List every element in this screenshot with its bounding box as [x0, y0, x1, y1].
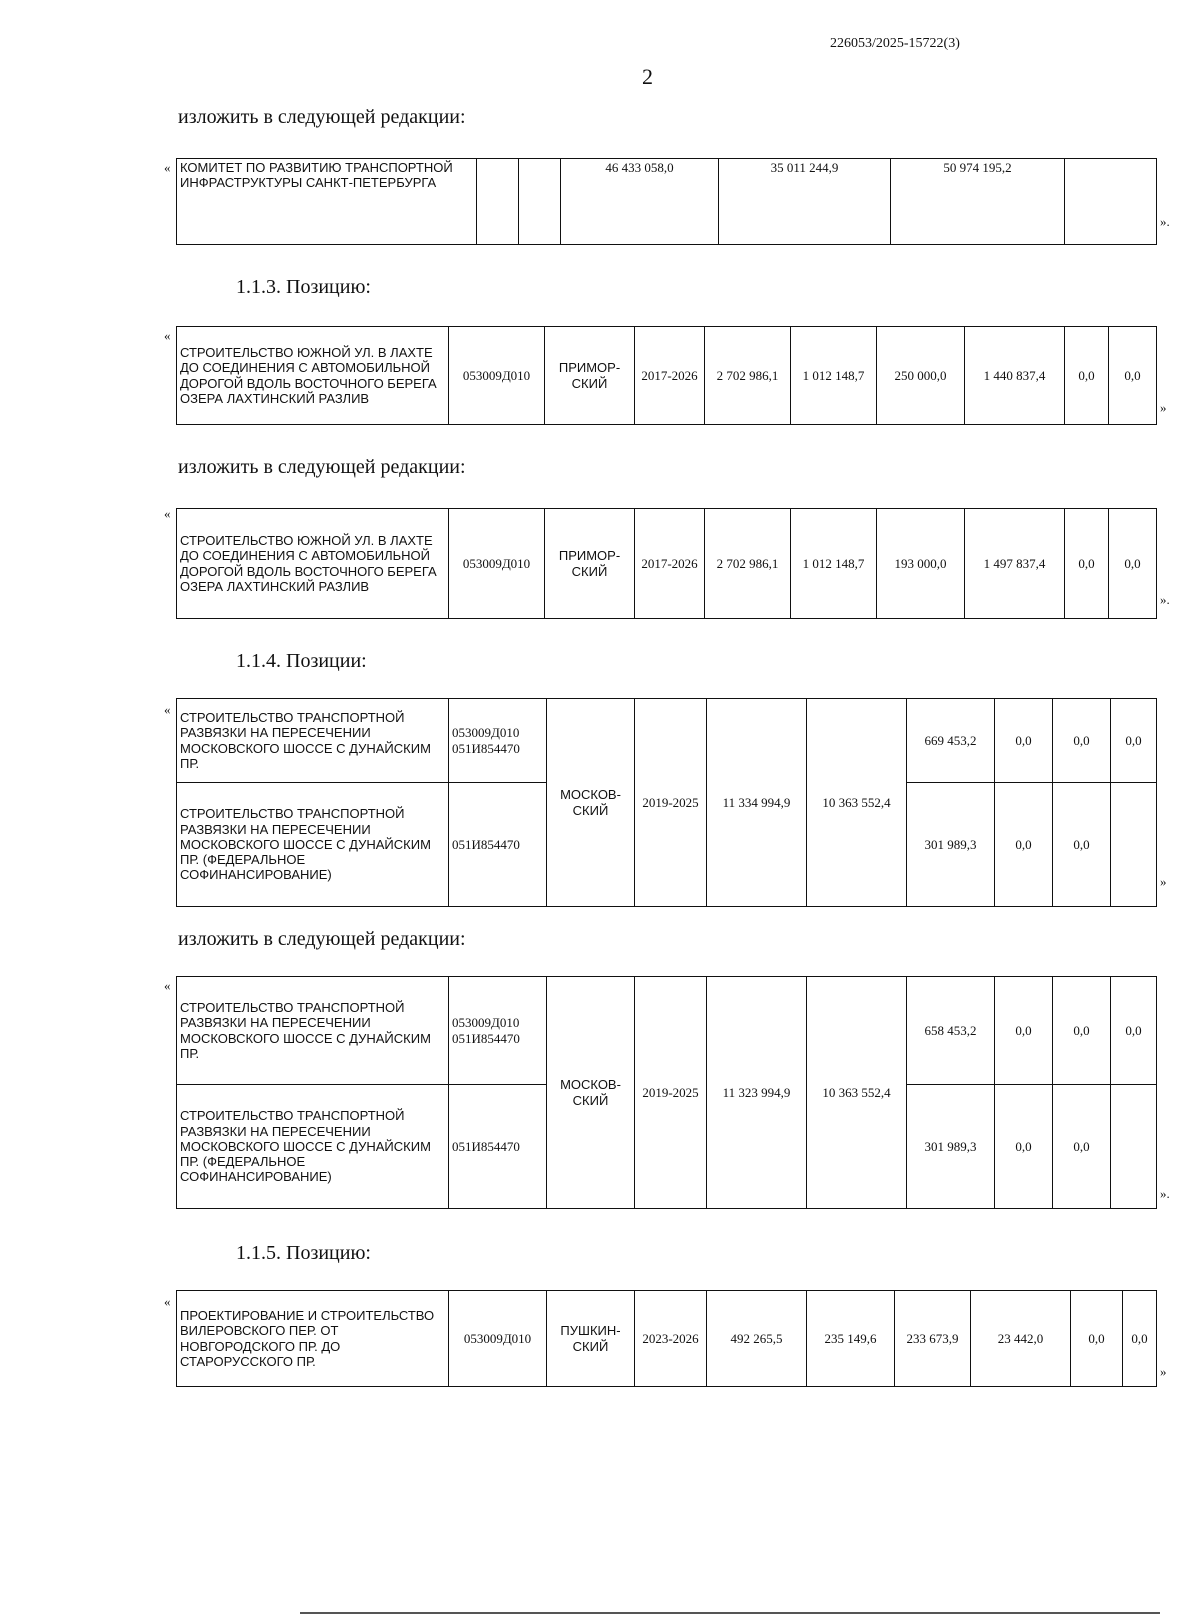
value-4: 23 442,0: [971, 1291, 1071, 1387]
close-quote: ».: [1160, 214, 1170, 229]
dunaisky-old-table: [176, 698, 1157, 907]
row2-value-2: 0,0: [995, 783, 1053, 907]
empty-cell: [1111, 1085, 1157, 1209]
committee-value-3: 50 974 195,2: [891, 159, 1065, 245]
row2-value-3: 0,0: [1053, 783, 1111, 907]
committee-value-1: 46 433 058,0: [561, 159, 719, 245]
years: 2017-2026: [635, 327, 705, 425]
new-edition-phrase: изложить в следующей редакции:: [178, 106, 466, 128]
value-6: 0,0: [1109, 327, 1157, 425]
committee-name: КОМИТЕТ ПО РАЗВИТИЮ ТРАНСПОРТНОЙ ИНФРАСТРУКТУРЫ САНКТ-ПЕТЕРБУРГА: [177, 159, 477, 245]
row1-value-4: 0,0: [1111, 699, 1157, 783]
object-code: 051И854470: [449, 1085, 547, 1209]
yuzhnaya-new-table: [176, 508, 1157, 619]
object-codes: 053009Д010 051И854470: [449, 699, 547, 783]
object-name: СТРОИТЕЛЬСТВО ЮЖНОЙ УЛ. В ЛАХТЕ ДО СОЕДИНЕНИЯ С АВТОМОБИЛЬНОЙ ДОРОГОЙ ВДОЛЬ ВОСТОЧНОГО БЕРЕГА ОЗЕРА ЛАХТИНСКИЙ РАЗЛИВ: [177, 509, 449, 619]
empty-cell: [477, 159, 519, 245]
open-quote: «: [164, 160, 171, 175]
empty-cell: [1111, 783, 1157, 907]
total-value: 11 334 994,9: [707, 699, 807, 907]
object-code: 053009Д010: [449, 327, 545, 425]
value-1: 2 702 986,1: [705, 327, 791, 425]
years: 2017-2026: [635, 509, 705, 619]
value-4: 1 440 837,4: [965, 327, 1065, 425]
value-3: 250 000,0: [877, 327, 965, 425]
object-name: ПРОЕКТИРОВАНИЕ И СТРОИТЕЛЬСТВО ВИЛЕРОВСКОГО ПЕР. ОТ НОВГОРОДСКОГО ПР. ДО СТАРОРУССКОГО ПР.: [177, 1291, 449, 1387]
section-1-1-5: 1.1.5. Позицию:: [236, 1242, 371, 1264]
district: ПУШКИН-СКИЙ: [547, 1291, 635, 1387]
row1-value-3: 0,0: [1053, 977, 1111, 1085]
close-quote: ».: [1160, 1186, 1170, 1201]
years: 2019-2025: [635, 977, 707, 1209]
new-edition-phrase: изложить в следующей редакции:: [178, 456, 466, 478]
committee-value-2: 35 011 244,9: [719, 159, 891, 245]
object-codes: 053009Д010 051И854470: [449, 977, 547, 1085]
district: МОСКОВ-СКИЙ: [547, 977, 635, 1209]
district: МОСКОВ-СКИЙ: [547, 699, 635, 907]
close-quote: ».: [1160, 592, 1170, 607]
value-3: 233 673,9: [895, 1291, 971, 1387]
yuzhnaya-old-table: [176, 326, 1157, 425]
value-1: 2 702 986,1: [705, 509, 791, 619]
close-quote: »: [1160, 874, 1167, 889]
vilerovsky-old-table: [176, 1290, 1157, 1387]
object-name: СТРОИТЕЛЬСТВО ТРАНСПОРТНОЙ РАЗВЯЗКИ НА ПЕРЕСЕЧЕНИИ МОСКОВСКОГО ШОССЕ С ДУНАЙСКИМ ПР. (ФЕДЕРАЛЬНОЕ СОФИНАНСИРОВАНИЕ): [177, 1085, 449, 1209]
value-6: 0,0: [1123, 1291, 1157, 1387]
prev-value: 10 363 552,4: [807, 977, 907, 1209]
value-1: 492 265,5: [707, 1291, 807, 1387]
object-name: СТРОИТЕЛЬСТВО ТРАНСПОРТНОЙ РАЗВЯЗКИ НА ПЕРЕСЕЧЕНИИ МОСКОВСКОГО ШОССЕ С ДУНАЙСКИМ ПР.: [177, 977, 449, 1085]
row2-value-1: 301 989,3: [907, 1085, 995, 1209]
object-code: 053009Д010: [449, 1291, 547, 1387]
close-quote: »: [1160, 400, 1167, 415]
row2-value-1: 301 989,3: [907, 783, 995, 907]
object-name: СТРОИТЕЛЬСТВО ТРАНСПОРТНОЙ РАЗВЯЗКИ НА ПЕРЕСЕЧЕНИИ МОСКОВСКОГО ШОССЕ С ДУНАЙСКИМ ПР. (ФЕДЕРАЛЬНОЕ СОФИНАНСИРОВАНИЕ): [177, 783, 449, 907]
years: 2019-2025: [635, 699, 707, 907]
object-name: СТРОИТЕЛЬСТВО ТРАНСПОРТНОЙ РАЗВЯЗКИ НА ПЕРЕСЕЧЕНИИ МОСКОВСКОГО ШОССЕ С ДУНАЙСКИМ ПР.: [177, 699, 449, 783]
section-1-1-4: 1.1.4. Позиции:: [236, 650, 367, 672]
row1-value-1: 669 453,2: [907, 699, 995, 783]
empty-cell: [1065, 159, 1157, 245]
value-2: 1 012 148,7: [791, 327, 877, 425]
value-4: 1 497 837,4: [965, 509, 1065, 619]
section-1-1-3: 1.1.3. Позицию:: [236, 276, 371, 298]
district: ПРИМОР-СКИЙ: [545, 509, 635, 619]
value-2: 235 149,6: [807, 1291, 895, 1387]
row1-value-2: 0,0: [995, 699, 1053, 783]
document-id: 226053/2025-15722(3): [830, 36, 960, 51]
object-code: 051И854470: [449, 783, 547, 907]
row1-value-2: 0,0: [995, 977, 1053, 1085]
row2-value-2: 0,0: [995, 1085, 1053, 1209]
open-quote: «: [164, 702, 171, 717]
value-5: 0,0: [1065, 509, 1109, 619]
value-5: 0,0: [1071, 1291, 1123, 1387]
row1-value-4: 0,0: [1111, 977, 1157, 1085]
open-quote: «: [164, 1294, 171, 1309]
new-edition-phrase: изложить в следующей редакции:: [178, 928, 466, 950]
value-6: 0,0: [1109, 509, 1157, 619]
object-name: СТРОИТЕЛЬСТВО ЮЖНОЙ УЛ. В ЛАХТЕ ДО СОЕДИНЕНИЯ С АВТОМОБИЛЬНОЙ ДОРОГОЙ ВДОЛЬ ВОСТОЧНОГО БЕРЕГА ОЗЕРА ЛАХТИНСКИЙ РАЗЛИВ: [177, 327, 449, 425]
district: ПРИМОР-СКИЙ: [545, 327, 635, 425]
row1-value-3: 0,0: [1053, 699, 1111, 783]
page-bottom-line: [300, 1612, 1160, 1614]
committee-table: [176, 158, 1157, 245]
empty-cell: [519, 159, 561, 245]
close-quote: »: [1160, 1364, 1167, 1379]
prev-value: 10 363 552,4: [807, 699, 907, 907]
object-code: 053009Д010: [449, 509, 545, 619]
row1-value-1: 658 453,2: [907, 977, 995, 1085]
years: 2023-2026: [635, 1291, 707, 1387]
open-quote: «: [164, 978, 171, 993]
open-quote: «: [164, 328, 171, 343]
value-2: 1 012 148,7: [791, 509, 877, 619]
value-3: 193 000,0: [877, 509, 965, 619]
page-number: 2: [642, 64, 653, 89]
row2-value-3: 0,0: [1053, 1085, 1111, 1209]
dunaisky-new-table: [176, 976, 1157, 1209]
open-quote: «: [164, 506, 171, 521]
value-5: 0,0: [1065, 327, 1109, 425]
total-value: 11 323 994,9: [707, 977, 807, 1209]
